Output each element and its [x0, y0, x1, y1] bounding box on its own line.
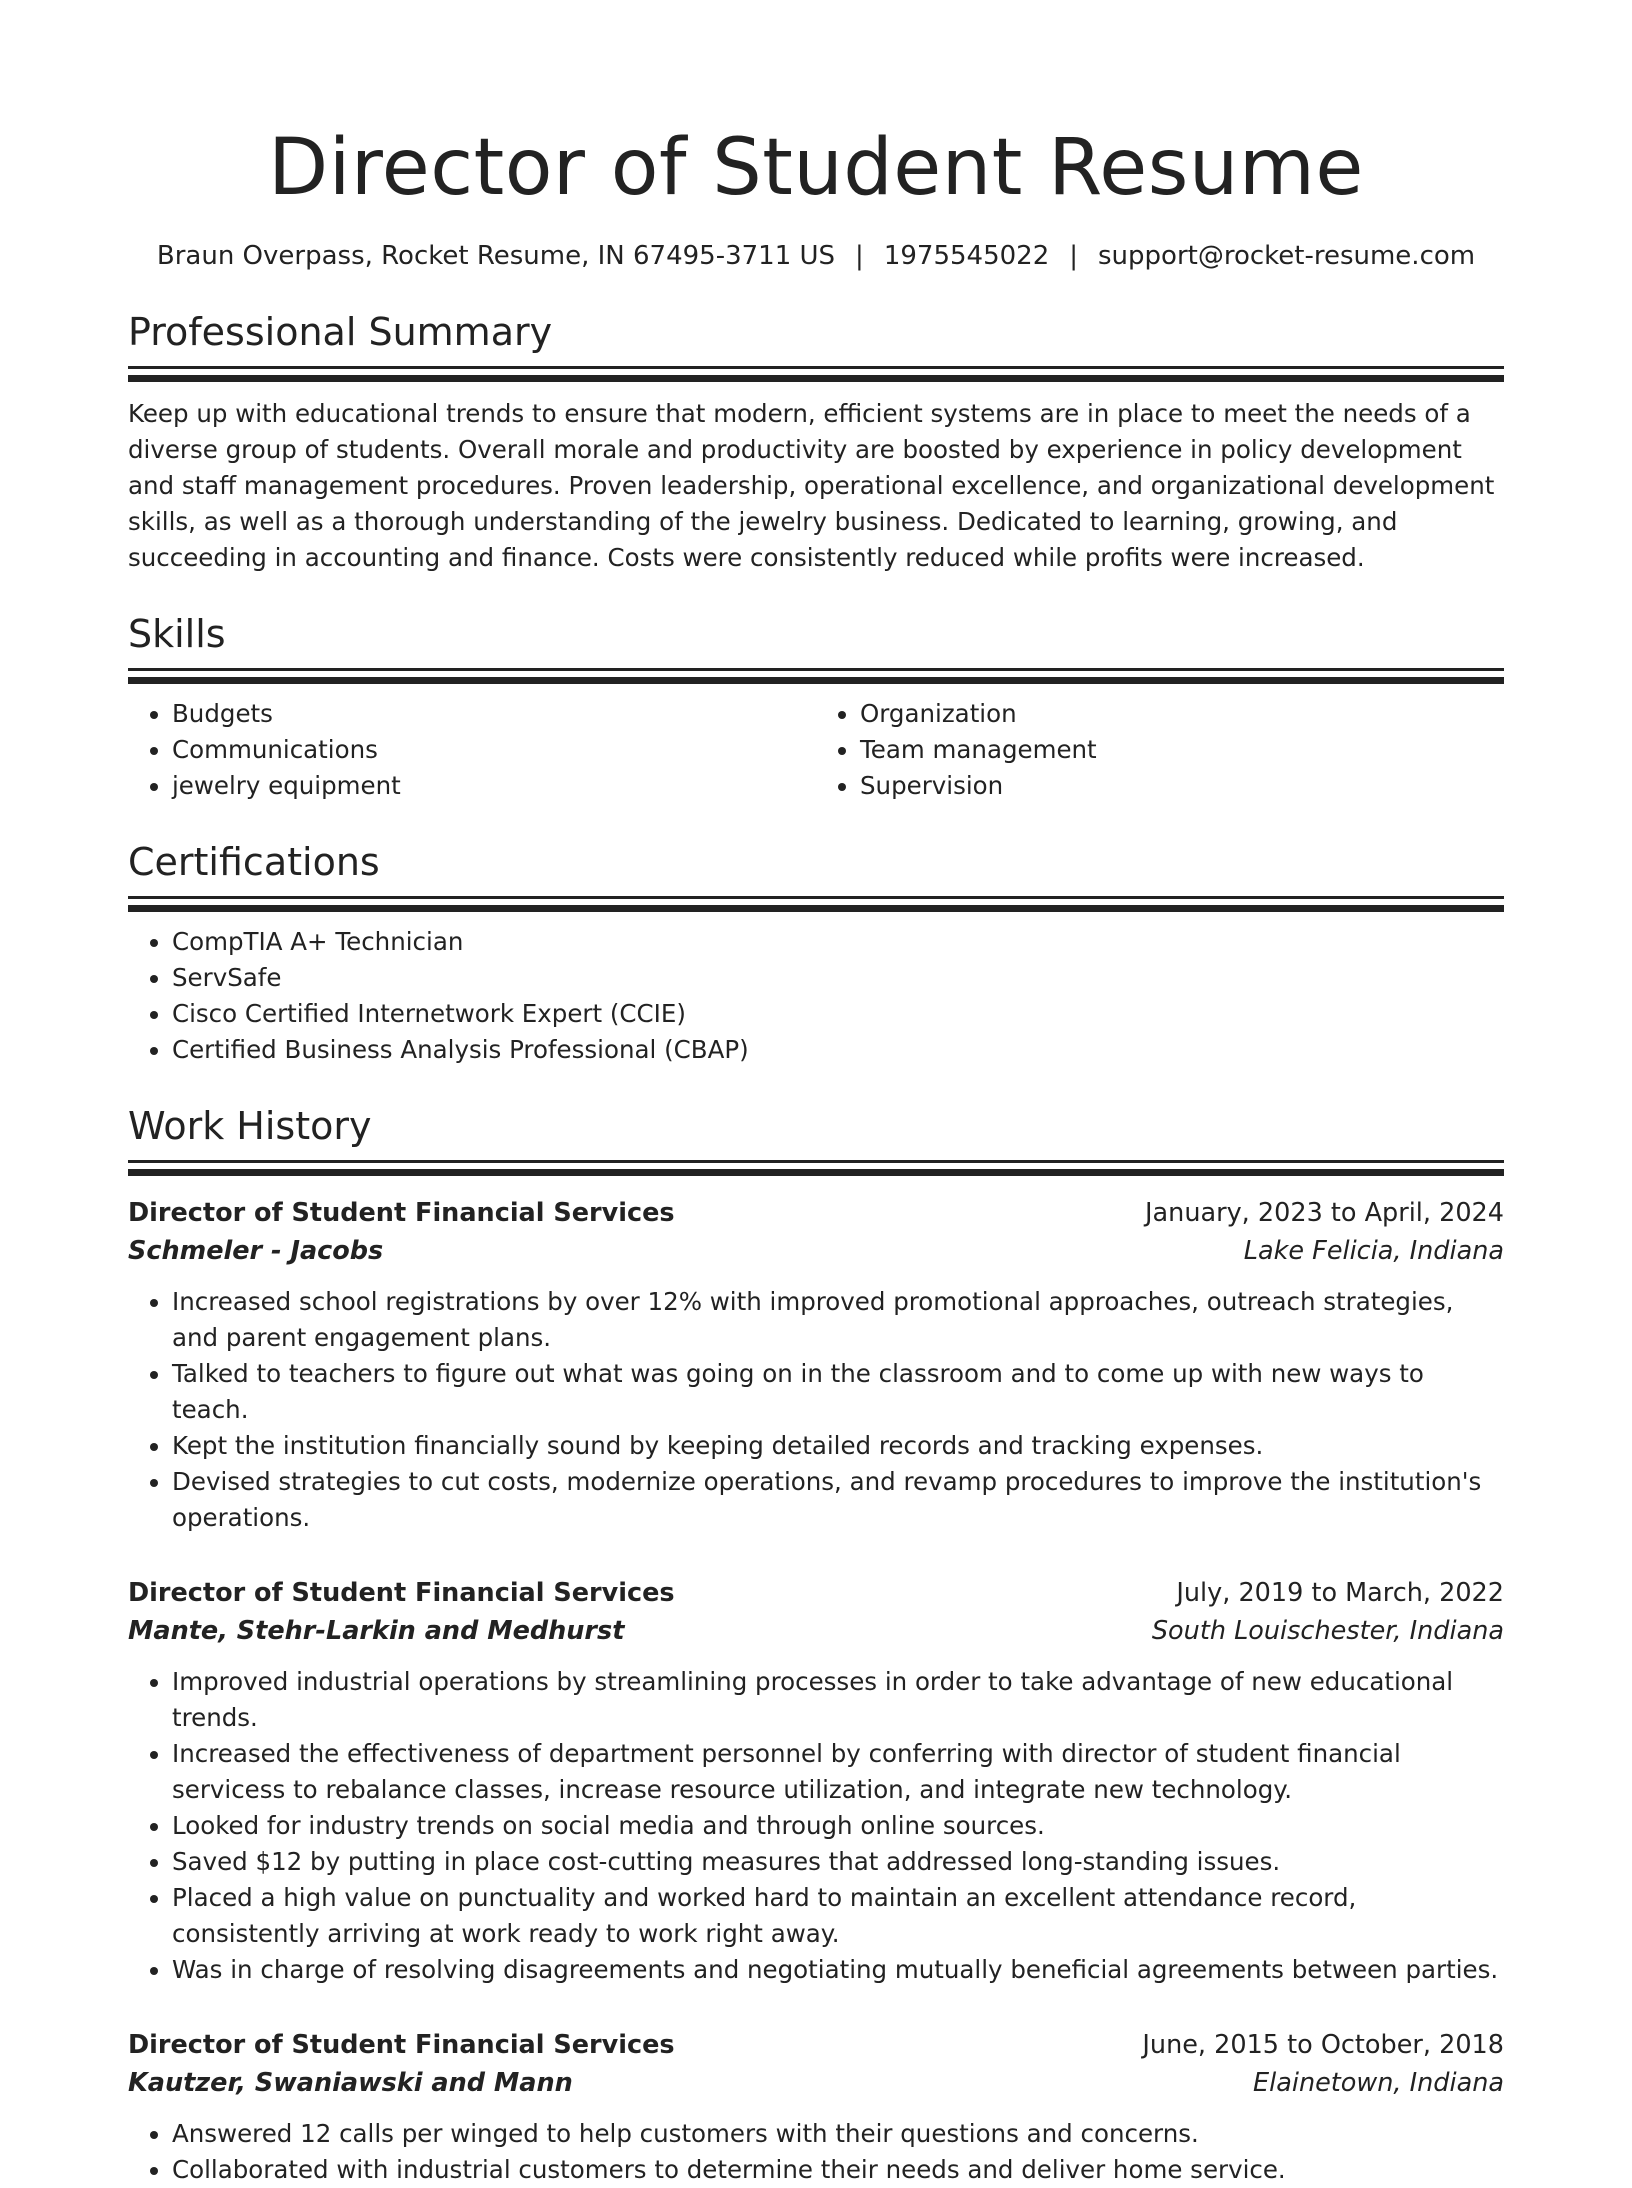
- skills-list-right: [816, 696, 1504, 804]
- skill-item: • Budgets: [172, 696, 816, 732]
- contact-separator: |: [855, 241, 864, 271]
- skill-item: • Organization: [860, 696, 1504, 732]
- summary-section: [128, 308, 1504, 576]
- section-divider: [128, 677, 1504, 684]
- skill-item: • Supervision: [860, 768, 1504, 804]
- contact-email: support@rocket-resume.com: [1098, 241, 1476, 271]
- job-bullets: [128, 2116, 1504, 2188]
- skills-heading: Skills: [128, 612, 226, 656]
- section-divider: [128, 905, 1504, 912]
- certification-item: • Certified Business Analysis Professional (CBAP): [172, 1032, 1504, 1068]
- job-title: Director of Student Financial Services: [128, 2030, 675, 2060]
- section-divider: [128, 1169, 1504, 1176]
- skill-item: • Team management: [860, 732, 1504, 768]
- job-company: Schmeler - Jacobs: [128, 1236, 384, 1266]
- job-location: Elainetown, Indiana: [1253, 2068, 1504, 2098]
- skill-item: • jewelry equipment: [172, 768, 816, 804]
- job-dates: June, 2015 to October, 2018: [1142, 2030, 1504, 2060]
- section-divider: [128, 668, 1504, 671]
- certification-item: • ServSafe: [172, 960, 1504, 996]
- job-header: [128, 1574, 1504, 1612]
- section-divider: [128, 366, 1504, 369]
- skills-list-left: [128, 696, 816, 804]
- work-history-section: [128, 1102, 1504, 2188]
- contact-line: [128, 238, 1504, 274]
- job-location: Lake Felicia, Indiana: [1243, 1236, 1504, 1266]
- certifications-list: [128, 924, 1504, 1068]
- contact-address: Braun Overpass, Rocket Resume, IN 67495-3711 US: [156, 241, 836, 271]
- job-header: [128, 1194, 1504, 1232]
- job-header: [128, 2026, 1504, 2064]
- skills-section: [128, 610, 1504, 804]
- job-location: South Louischester, Indiana: [1151, 1616, 1504, 1646]
- job-subheader: [128, 1232, 1504, 1270]
- job-bullet: • Improved industrial operations by streamlining processes in order to take advantage of new educational trends.: [172, 1664, 1504, 1736]
- summary-text: Keep up with educational trends to ensure that modern, efficient systems are in place to meet the needs of a diverse group of students. Overall morale and productivity are boosted by experience in policy development and staff management procedures. Proven leadership, operational excellence, and organizational development skills, as well as a thorough understanding of the jewelry business. Dedicated to learning, growing, and succeeding in accounting and finance. Costs were consistently reduced while profits were increased.: [128, 399, 1495, 572]
- work-history-heading: Work History: [128, 1104, 372, 1148]
- skill-item: • Communications: [172, 732, 816, 768]
- job-entry: [128, 1574, 1504, 1988]
- job-dates: January, 2023 to April, 2024: [1145, 1198, 1504, 1228]
- job-subheader: [128, 1612, 1504, 1650]
- job-company: Mante, Stehr-Larkin and Medhurst: [128, 1616, 625, 1646]
- certification-item: • CompTIA A+ Technician: [172, 924, 1504, 960]
- skills-grid: [128, 684, 1504, 804]
- job-entry: [128, 1194, 1504, 1536]
- job-bullet: • Devised strategies to cut costs, modernize operations, and revamp procedures to improve the institution's operations.: [172, 1464, 1504, 1536]
- contact-separator: |: [1069, 241, 1078, 271]
- job-title: Director of Student Financial Services: [128, 1198, 675, 1228]
- certification-item: • Cisco Certified Internetwork Expert (CCIE): [172, 996, 1504, 1032]
- job-bullet: • Increased the effectiveness of department personnel by conferring with director of student financial servicess to rebalance classes, increase resource utilization, and integrate new technology.: [172, 1736, 1504, 1808]
- section-divider: [128, 1160, 1504, 1163]
- job-company: Kautzer, Swaniawski and Mann: [128, 2068, 573, 2098]
- job-bullets: [128, 1664, 1504, 1988]
- contact-phone: 1975545022: [883, 241, 1050, 271]
- resume-title: Director of Student Resume: [268, 123, 1364, 213]
- section-divider: [128, 896, 1504, 899]
- job-bullets: [128, 1284, 1504, 1536]
- job-bullet: • Looked for industry trends on social media and through online sources.: [172, 1808, 1504, 1844]
- job-bullet: • Kept the institution financially sound by keeping detailed records and tracking expenses.: [172, 1428, 1504, 1464]
- summary-heading: Professional Summary: [128, 310, 553, 354]
- job-entry: [128, 2026, 1504, 2188]
- job-dates: July, 2019 to March, 2022: [1176, 1578, 1504, 1608]
- job-bullet: • Was in charge of resolving disagreements and negotiating mutually beneficial agreements between parties.: [172, 1952, 1504, 1988]
- section-divider: [128, 375, 1504, 382]
- job-bullet: • Saved $12 by putting in place cost-cutting measures that addressed long-standing issues.: [172, 1844, 1504, 1880]
- job-bullet: • Increased school registrations by over 12% with improved promotional approaches, outreach strategies, and parent engagement plans.: [172, 1284, 1504, 1356]
- job-bullet: • Answered 12 calls per winged to help customers with their questions and concerns.: [172, 2116, 1504, 2152]
- job-bullet: • Placed a high value on punctuality and worked hard to maintain an excellent attendance record, consistently arriving at work ready to work right away.: [172, 1880, 1504, 1952]
- job-bullet: • Collaborated with industrial customers to determine their needs and deliver home service.: [172, 2152, 1504, 2188]
- job-subheader: [128, 2064, 1504, 2102]
- certifications-heading: Certifications: [128, 840, 380, 884]
- certifications-section: [128, 838, 1504, 1068]
- job-bullet: • Talked to teachers to figure out what was going on in the classroom and to come up with new ways to teach.: [172, 1356, 1504, 1428]
- job-title: Director of Student Financial Services: [128, 1578, 675, 1608]
